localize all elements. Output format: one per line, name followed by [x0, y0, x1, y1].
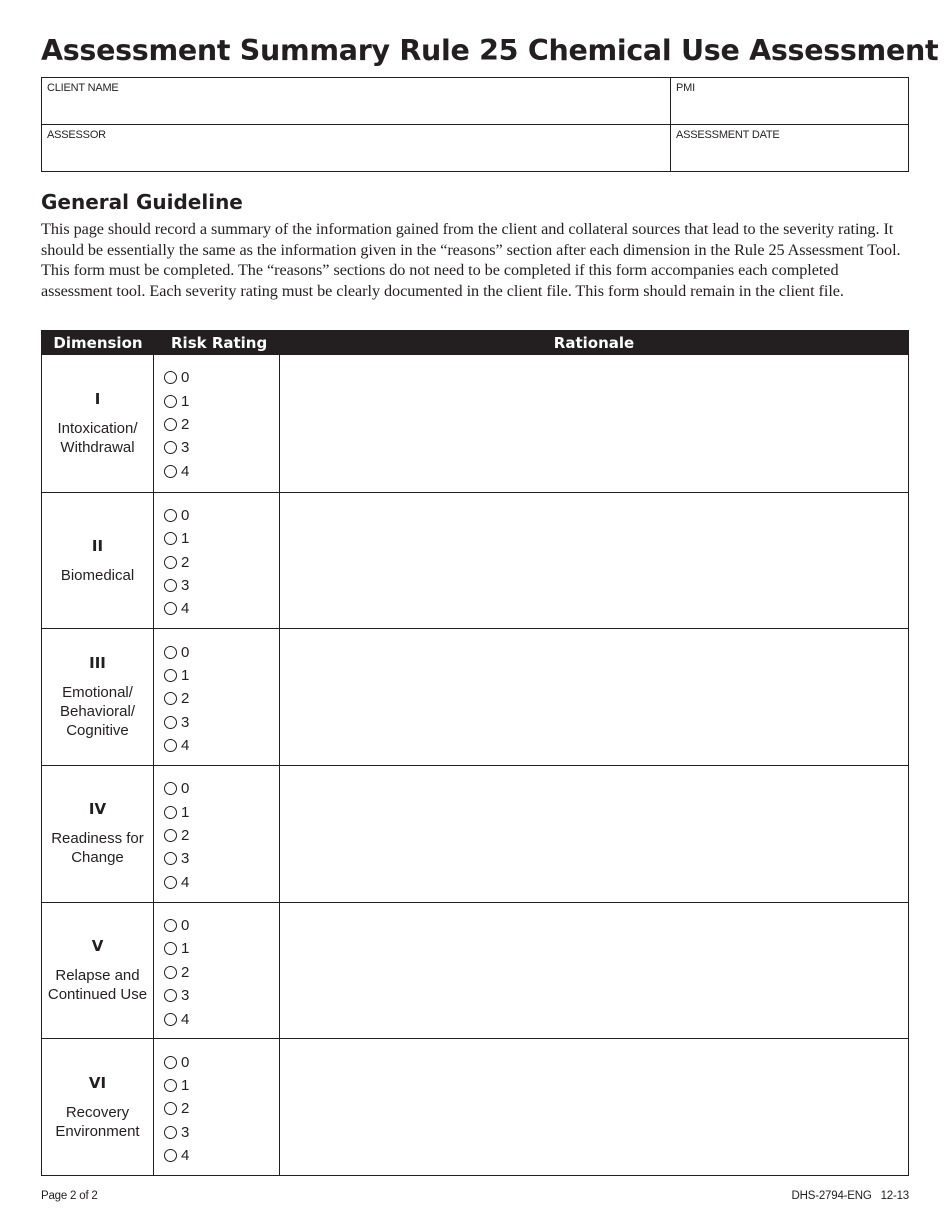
- rating-value: 0: [181, 780, 190, 798]
- rating-option[interactable]: [164, 1050, 279, 1073]
- rating-value: 2: [181, 827, 190, 845]
- radio-button[interactable]: [164, 602, 177, 615]
- rating-option[interactable]: [164, 871, 279, 894]
- rating-option[interactable]: [164, 664, 279, 687]
- radio-button[interactable]: [164, 806, 177, 819]
- form-id: DHS-2794-ENG 12-13: [791, 1190, 909, 1202]
- risk-rating-cell: [154, 493, 280, 629]
- rating-option[interactable]: [164, 413, 279, 436]
- rating-value: 2: [181, 553, 190, 571]
- header-rationale: Rationale: [553, 334, 635, 352]
- header-risk-rating: Risk Rating: [171, 334, 268, 352]
- rating-value: 3: [181, 439, 190, 457]
- rating-value: 4: [181, 600, 190, 618]
- rating-option[interactable]: [164, 734, 279, 757]
- rating-value: 4: [181, 1010, 190, 1028]
- rating-value: 3: [181, 1123, 190, 1141]
- rating-option[interactable]: [164, 527, 279, 550]
- radio-button[interactable]: [164, 669, 177, 682]
- rating-value: 0: [181, 643, 190, 661]
- rating-option[interactable]: [164, 1144, 279, 1167]
- radio-button[interactable]: [164, 1149, 177, 1162]
- rating-option[interactable]: [164, 640, 279, 663]
- client-info-box: [41, 77, 909, 172]
- assessment-table: [41, 330, 909, 1176]
- dimension-numeral: II: [91, 536, 104, 555]
- pmi-label: PMI: [676, 82, 695, 94]
- table-body: [42, 355, 908, 1175]
- dimension-numeral: V: [91, 937, 104, 956]
- radio-button[interactable]: [164, 371, 177, 384]
- dimension-label: Recovery Environment: [55, 1103, 140, 1140]
- rating-option[interactable]: [164, 1121, 279, 1144]
- rating-value: 2: [181, 415, 190, 433]
- rating-value: 1: [181, 940, 190, 958]
- rating-option[interactable]: [164, 436, 279, 459]
- table-header: [42, 331, 908, 355]
- rating-value: 3: [181, 713, 190, 731]
- rating-value: 4: [181, 1147, 190, 1165]
- radio-button[interactable]: [164, 395, 177, 408]
- radio-button[interactable]: [164, 1126, 177, 1139]
- rating-value: 1: [181, 803, 190, 821]
- assessor-field[interactable]: [42, 125, 671, 171]
- radio-button[interactable]: [164, 692, 177, 705]
- rating-value: 0: [181, 1053, 190, 1071]
- dimension-label: Emotional/ Behavioral/ Cognitive: [59, 684, 136, 740]
- rationale-cell[interactable]: [280, 766, 908, 902]
- rationale-cell[interactable]: [280, 629, 908, 765]
- rating-value: 3: [181, 987, 190, 1005]
- rationale-cell[interactable]: [280, 493, 908, 629]
- rating-value: 2: [181, 963, 190, 981]
- dimension-numeral: III: [89, 654, 106, 673]
- rating-option[interactable]: [164, 389, 279, 412]
- rationale-cell[interactable]: [280, 355, 908, 492]
- rating-option[interactable]: [164, 1074, 279, 1097]
- radio-button[interactable]: [164, 509, 177, 522]
- dimension-cell: [42, 629, 154, 765]
- rating-option[interactable]: [164, 460, 279, 483]
- assessment-date-label: ASSESSMENT DATE: [676, 129, 780, 141]
- page-number: Page 2 of 2: [41, 1190, 98, 1202]
- table-row: [42, 765, 908, 902]
- dimension-cell: [42, 766, 154, 902]
- rating-value: 4: [181, 873, 190, 891]
- radio-button[interactable]: [164, 966, 177, 979]
- dimension-cell: [42, 903, 154, 1039]
- dimension-label: Biomedical: [60, 566, 135, 584]
- radio-button[interactable]: [164, 829, 177, 842]
- rating-option[interactable]: [164, 800, 279, 823]
- rating-value: 1: [181, 392, 190, 410]
- risk-rating-cell: [154, 629, 280, 765]
- rationale-cell[interactable]: [280, 903, 908, 1039]
- table-row: [42, 492, 908, 629]
- radio-button[interactable]: [164, 876, 177, 889]
- rating-value: 0: [181, 916, 190, 934]
- radio-button[interactable]: [164, 579, 177, 592]
- risk-rating-cell: [154, 766, 280, 902]
- rating-value: 2: [181, 1100, 190, 1118]
- rating-value: 0: [181, 369, 190, 387]
- radio-button[interactable]: [164, 919, 177, 932]
- rating-option[interactable]: [164, 914, 279, 937]
- rating-option[interactable]: [164, 711, 279, 734]
- table-row: [42, 902, 908, 1039]
- client-name-field[interactable]: [42, 78, 671, 125]
- dimension-label: Relapse and Continued Use: [47, 967, 148, 1004]
- radio-button[interactable]: [164, 739, 177, 752]
- table-row: [42, 1038, 908, 1175]
- rating-option[interactable]: [164, 937, 279, 960]
- dimension-numeral: VI: [88, 1073, 107, 1092]
- rating-value: 1: [181, 1077, 190, 1095]
- rating-option[interactable]: [164, 984, 279, 1007]
- header-dimension: Dimension: [53, 334, 143, 352]
- guideline-text: This page should record a summary of the information gained from the client and collateral sources that lead to the severity rating. It should be essentially the same as the information given in the “reasons” section after each dimension in the Rule 25 Assessment Tool. This form must be completed. The “reasons” sections do not need to be completed if this form accompanies each completed assessment tool. Each severity rating must be clearly documented in the client file. This form should remain in the client file.: [41, 220, 901, 300]
- client-name-label: CLIENT NAME: [47, 82, 119, 94]
- page-title: Assessment Summary Rule 25 Chemical Use Assessment: [41, 34, 939, 67]
- radio-button[interactable]: [164, 1013, 177, 1026]
- assessor-label: ASSESSOR: [47, 129, 106, 141]
- radio-button[interactable]: [164, 441, 177, 454]
- rating-option[interactable]: [164, 777, 279, 800]
- rating-value: 2: [181, 690, 190, 708]
- rating-value: 3: [181, 577, 190, 595]
- radio-button[interactable]: [164, 852, 177, 865]
- rating-option[interactable]: [164, 574, 279, 597]
- dimension-label: Readiness for Change: [51, 830, 144, 867]
- rating-option[interactable]: [164, 597, 279, 620]
- rating-value: 4: [181, 462, 190, 480]
- table-row: [42, 355, 908, 492]
- radio-button[interactable]: [164, 556, 177, 569]
- rating-option[interactable]: [164, 961, 279, 984]
- rating-option[interactable]: [164, 504, 279, 527]
- rationale-cell[interactable]: [280, 1039, 908, 1175]
- radio-button[interactable]: [164, 532, 177, 545]
- rating-option[interactable]: [164, 366, 279, 389]
- rating-option[interactable]: [164, 847, 279, 870]
- dimension-numeral: I: [94, 389, 101, 408]
- guideline-heading: General Guideline: [41, 190, 243, 214]
- rating-option[interactable]: [164, 1097, 279, 1120]
- risk-rating-cell: [154, 355, 280, 492]
- pmi-field[interactable]: [671, 78, 908, 125]
- dimension-cell: [42, 355, 154, 492]
- rating-option[interactable]: [164, 550, 279, 573]
- radio-button[interactable]: [164, 716, 177, 729]
- radio-button[interactable]: [164, 1056, 177, 1069]
- rating-value: 1: [181, 666, 190, 684]
- rating-option[interactable]: [164, 687, 279, 710]
- radio-button[interactable]: [164, 942, 177, 955]
- table-row: [42, 628, 908, 765]
- rating-value: 1: [181, 530, 190, 548]
- radio-button[interactable]: [164, 465, 177, 478]
- radio-button[interactable]: [164, 1079, 177, 1092]
- assessment-date-field[interactable]: [671, 125, 908, 171]
- radio-button[interactable]: [164, 782, 177, 795]
- rating-option[interactable]: [164, 1007, 279, 1030]
- rating-value: 4: [181, 737, 190, 755]
- rating-value: 3: [181, 850, 190, 868]
- dimension-cell: [42, 1039, 154, 1175]
- radio-button[interactable]: [164, 646, 177, 659]
- rating-option[interactable]: [164, 824, 279, 847]
- radio-button[interactable]: [164, 418, 177, 431]
- risk-rating-cell: [154, 1039, 280, 1175]
- risk-rating-cell: [154, 903, 280, 1039]
- rating-value: 0: [181, 506, 190, 524]
- dimension-label: Intoxication/ Withdrawal: [57, 419, 138, 456]
- dimension-numeral: IV: [88, 800, 107, 819]
- dimension-cell: [42, 493, 154, 629]
- radio-button[interactable]: [164, 1102, 177, 1115]
- radio-button[interactable]: [164, 989, 177, 1002]
